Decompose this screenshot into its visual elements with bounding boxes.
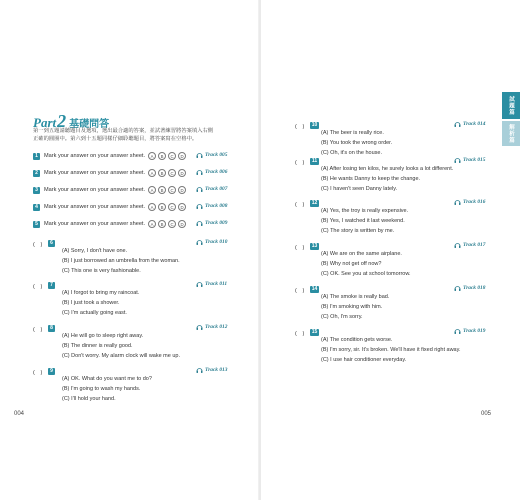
answer-option: (B) The dinner is really good. (62, 343, 133, 349)
track-label[interactable] (196, 239, 227, 245)
headphone-icon (454, 242, 461, 248)
track-text: Track 010 (205, 239, 228, 245)
question-number: 9 (48, 368, 55, 375)
answer-bubble-c[interactable]: C (168, 220, 176, 228)
track-label[interactable] (196, 152, 227, 158)
question-number: 4 (33, 204, 40, 211)
answer-option: (A) OK. What do you want me to do? (62, 376, 152, 382)
answer-bubble-d[interactable]: D (178, 169, 186, 177)
track-text: Track 013 (205, 367, 228, 373)
answer-bubble-c[interactable]: C (168, 152, 176, 160)
answer-blank[interactable]: ( ) (295, 288, 305, 294)
question-number: 1 (33, 153, 40, 160)
answer-option: (A) The smoke is really bad. (321, 294, 390, 300)
answer-option: (C) This one is very fashionable. (62, 268, 141, 274)
answer-bubble-d[interactable]: D (178, 203, 186, 211)
question-number: 10 (311, 122, 318, 128)
question-number: 11 (311, 158, 318, 164)
headphone-icon (196, 281, 203, 287)
question-number: 12 (311, 200, 318, 206)
answer-bubble-d[interactable]: D (178, 152, 186, 160)
answer-bubbles (148, 203, 186, 211)
headphone-icon (454, 285, 461, 291)
answer-option: (C) I use hair conditioner everyday. (321, 357, 407, 363)
answer-option: (B) I'm sorry, sir. It's broken. We'll have it fixed right away. (321, 347, 461, 353)
track-label[interactable] (196, 169, 227, 175)
answer-option: (B) Yes, I watched it last weekend. (321, 218, 405, 224)
track-text: Track 019 (463, 328, 486, 334)
headphone-icon (196, 239, 203, 245)
track-text: Track 017 (463, 242, 486, 248)
left-page (0, 0, 259, 500)
track-text: Track 012 (205, 324, 228, 330)
answer-option: (A) We are on the same airplane. (321, 251, 402, 257)
track-label[interactable] (196, 203, 227, 209)
track-text: Track 009 (205, 220, 228, 226)
answer-blank[interactable]: ( ) (33, 327, 43, 333)
answer-option: (A) Sorry, I don't have one. (62, 248, 128, 254)
track-label[interactable] (196, 367, 227, 373)
page-number-left: 004 (14, 411, 25, 417)
track-label[interactable] (454, 285, 485, 291)
question-number: 14 (311, 286, 318, 292)
headphone-icon (454, 157, 461, 163)
right-page (261, 0, 520, 500)
headphone-icon (196, 169, 203, 175)
track-text: Track 015 (463, 157, 486, 163)
answer-option: (A) I forgot to bring my raincoat. (62, 290, 140, 296)
answer-bubble-c[interactable]: C (168, 169, 176, 177)
answer-option: (A) Yes, the troy is really expensive. (321, 208, 409, 214)
answer-option: (C) I haven't seen Danny lately. (321, 186, 398, 192)
track-label[interactable] (196, 186, 227, 192)
track-text: Track 016 (463, 199, 486, 205)
answer-sheet-item (33, 169, 145, 177)
answer-option: (B) You took the wrong order. (321, 140, 393, 146)
track-label[interactable] (196, 324, 227, 330)
answer-bubbles (148, 220, 186, 228)
answer-option: (C) The story is written by me. (321, 228, 395, 234)
instruction-line-1: 第一到五題請聽題目及選項，選出最合適的答案，並試著練習將答案填入右側 (33, 128, 214, 134)
part-word: Part (33, 115, 57, 130)
headphone-icon (196, 152, 203, 158)
answer-option: (A) He will go to sleep right away. (62, 333, 144, 339)
track-text: Track 007 (205, 186, 228, 192)
headphone-icon (454, 328, 461, 334)
answer-option: (A) The condition gets worse. (321, 337, 393, 343)
question-number: 6 (48, 240, 55, 247)
track-label[interactable] (454, 328, 485, 334)
answer-sheet-item (33, 220, 145, 228)
answer-bubble-c[interactable]: C (168, 186, 176, 194)
track-label[interactable] (454, 199, 485, 205)
instruction-line-2: 正確的圓圈中。第六到十五題同樣仔細聆聽題目，將答案寫在空格中。 (33, 136, 198, 142)
answer-option: (C) Don't worry. My alarm clock will wake me up. (62, 353, 180, 359)
answer-blank[interactable]: ( ) (295, 160, 305, 166)
answer-blank[interactable]: ( ) (33, 242, 43, 248)
part-number: 2 (57, 111, 67, 131)
question-number: 2 (33, 170, 40, 177)
answer-option: (B) He wants Danny to keep the change. (321, 176, 421, 182)
track-label[interactable] (454, 121, 485, 127)
answer-bubble-a[interactable]: A (148, 186, 156, 194)
track-label[interactable] (196, 281, 227, 287)
answer-blank[interactable]: ( ) (295, 245, 305, 251)
question-text: Mark your answer on your answer sheet. (44, 153, 146, 159)
answer-option: (C) I'm actually going east. (62, 310, 127, 316)
question-number: 13 (311, 243, 318, 249)
question-text: Mark your answer on your answer sheet. (44, 204, 146, 210)
question-text: Mark your answer on your answer sheet. (44, 170, 146, 176)
answer-blank[interactable]: ( ) (33, 370, 43, 376)
answer-sheet-item (33, 186, 145, 194)
answer-bubble-a[interactable]: A (148, 169, 156, 177)
question-text: Mark your answer on your answer sheet. (44, 221, 146, 227)
track-text: Track 014 (463, 121, 486, 127)
part-name: 基礎問答 (69, 119, 110, 130)
answer-blank[interactable]: ( ) (295, 124, 305, 130)
track-label[interactable] (196, 220, 227, 226)
answer-option: (C) Oh, it's on the house. (321, 150, 382, 156)
answer-bubbles (148, 186, 186, 194)
question-number: 15 (311, 329, 318, 335)
headphone-icon (196, 220, 203, 226)
answer-option: (B) Why not get off now? (321, 261, 382, 267)
page-number-right: 005 (481, 411, 492, 417)
answer-sheet-item (33, 152, 145, 160)
answer-option: (B) I just borrowed an umbrella from the woman. (62, 258, 180, 264)
headphone-icon (196, 203, 203, 209)
answer-blank[interactable]: ( ) (295, 202, 305, 208)
answer-option: (C) Oh, I'm sorry. (321, 314, 363, 320)
answer-option: (B) I'm going to wash my hands. (62, 386, 141, 392)
answer-bubble-a[interactable]: A (148, 203, 156, 211)
answer-bubble-b[interactable]: B (158, 152, 166, 160)
answer-bubbles (148, 152, 186, 160)
track-text: Track 006 (205, 169, 228, 175)
track-text: Track 005 (205, 152, 228, 158)
answer-bubble-b[interactable]: B (158, 169, 166, 177)
answer-sheet-item (33, 203, 145, 211)
question-number: 5 (33, 221, 40, 228)
question-number: 8 (48, 325, 55, 332)
track-label[interactable] (454, 242, 485, 248)
answer-bubble-d[interactable]: D (178, 186, 186, 194)
answer-bubbles (148, 169, 186, 177)
track-text: Track 018 (463, 285, 486, 291)
answer-option: (B) I just took a shower. (62, 300, 120, 306)
answer-option: (A) After losing ten kilos, he surely looks a lot different. (321, 166, 454, 172)
answer-blank[interactable]: ( ) (295, 331, 305, 337)
answer-option: (B) I'm smoking with him. (321, 304, 383, 310)
headphone-icon (454, 121, 461, 127)
track-text: Track 008 (205, 203, 228, 209)
answer-bubble-b[interactable]: B (158, 220, 166, 228)
question-number: 3 (33, 187, 40, 194)
track-text: Track 011 (205, 281, 228, 287)
track-label[interactable] (454, 157, 485, 163)
answer-bubble-d[interactable]: D (178, 220, 186, 228)
headphone-icon (196, 186, 203, 192)
answer-blank[interactable]: ( ) (33, 284, 43, 290)
answer-bubble-b[interactable]: B (158, 203, 166, 211)
question-number: 7 (48, 282, 55, 289)
answer-option: (C) I'll hold your hand. (62, 396, 116, 402)
answer-bubble-b[interactable]: B (158, 186, 166, 194)
question-text: Mark your answer on your answer sheet. (44, 187, 146, 193)
answer-bubble-a[interactable]: A (148, 220, 156, 228)
answer-bubble-a[interactable]: A (148, 152, 156, 160)
headphone-icon (454, 199, 461, 205)
answer-option: (A) The beer is really rice. (321, 130, 384, 136)
answer-option: (C) OK. See you at school tomorrow. (321, 271, 411, 277)
headphone-icon (196, 367, 203, 373)
tab-answers-section[interactable]: 解析篇 (502, 121, 520, 146)
tab-questions-section[interactable]: 試題篇 (502, 92, 520, 119)
headphone-icon (196, 324, 203, 330)
answer-bubble-c[interactable]: C (168, 203, 176, 211)
